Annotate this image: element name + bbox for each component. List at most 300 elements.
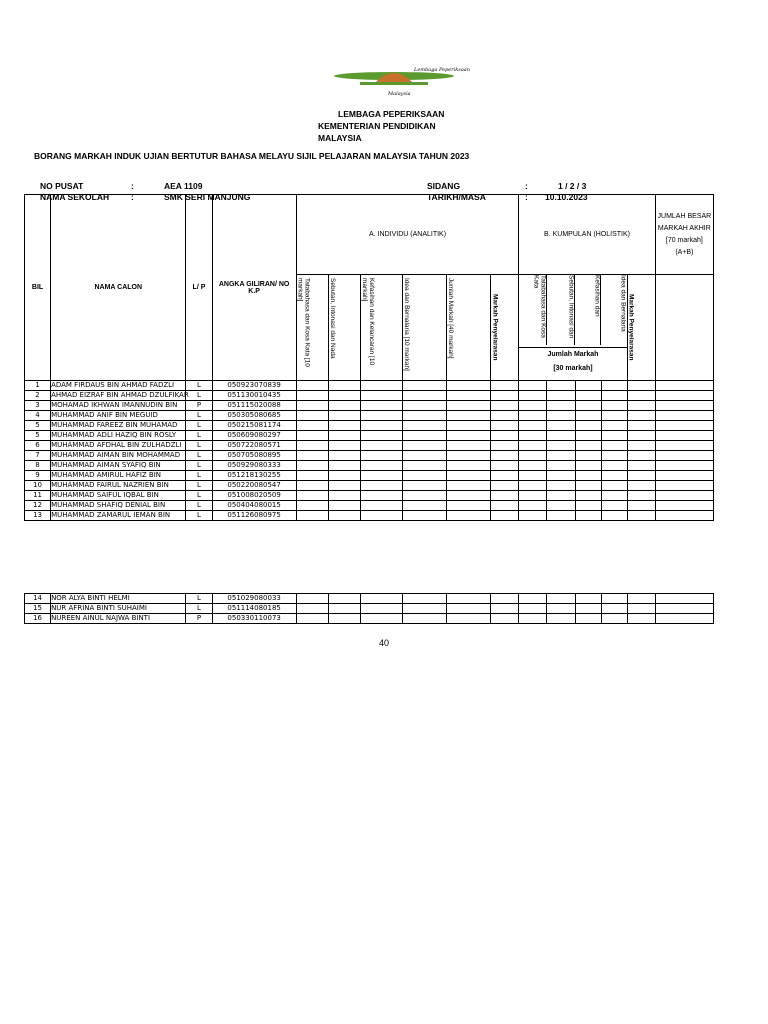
mark-cell[interactable] — [360, 614, 402, 624]
mark-cell[interactable] — [491, 461, 519, 471]
table-row — [25, 451, 714, 461]
mark-cell[interactable] — [296, 411, 328, 421]
mark-cell[interactable] — [519, 481, 547, 491]
mark-cell[interactable] — [655, 391, 713, 401]
markah-akhir-sub: [70 markah] — [665, 236, 703, 244]
mark-cell[interactable] — [296, 391, 328, 401]
mark-cell[interactable] — [601, 614, 627, 624]
mark-cell[interactable] — [328, 411, 360, 421]
mark-cell[interactable] — [601, 461, 627, 471]
mark-cell[interactable] — [601, 431, 627, 441]
mark-cell[interactable] — [655, 401, 713, 411]
table-row — [25, 481, 714, 491]
mark-cell[interactable] — [403, 441, 447, 451]
mark-cell[interactable] — [360, 431, 402, 441]
mark-cell[interactable] — [627, 461, 655, 471]
row-bil: 7 — [25, 451, 51, 461]
row-lp: L — [186, 441, 212, 451]
mark-cell[interactable] — [360, 461, 402, 471]
sidang-value: 1 / 2 / 3 — [558, 181, 587, 191]
mark-cell[interactable] — [627, 614, 655, 624]
mark-cell[interactable] — [447, 501, 491, 511]
mark-cell[interactable] — [328, 451, 360, 461]
mark-cell[interactable] — [328, 461, 360, 471]
row-lp: L — [186, 431, 212, 441]
mark-cell[interactable] — [655, 471, 713, 481]
mark-cell[interactable] — [403, 471, 447, 481]
mark-cell[interactable] — [447, 401, 491, 411]
mark-cell[interactable] — [360, 441, 402, 451]
mark-cell[interactable] — [328, 491, 360, 501]
mark-cell[interactable] — [403, 481, 447, 491]
row-bil: 11 — [25, 491, 51, 501]
mark-cell[interactable] — [519, 511, 547, 521]
mark-cell[interactable] — [547, 594, 575, 604]
mark-cell[interactable] — [491, 441, 519, 451]
mark-cell[interactable] — [403, 491, 447, 501]
table-row — [25, 391, 714, 401]
mark-cell[interactable] — [601, 491, 627, 501]
row-nama: MUHAMMAD SAIFUL IQBAL BIN — [51, 491, 186, 501]
col-lp: L/ P — [186, 195, 212, 381]
no-pusat-label: NO PUSAT — [40, 181, 84, 191]
mark-cell[interactable] — [655, 614, 713, 624]
mark-cell[interactable] — [447, 604, 491, 614]
row-ic: 050220080547 — [212, 481, 296, 491]
kum-penyelarasan: Markah Penyelarasan — [627, 294, 635, 361]
row-nama: MUHAMMAD FAIRUL NAZRIEN BIN — [51, 481, 186, 491]
mark-cell[interactable] — [360, 421, 402, 431]
mark-cell[interactable] — [547, 461, 575, 471]
ind-col-1: Tatabahasa dan Kosa Kata [10 markah] — [296, 277, 311, 367]
row-nama: ADAM FIRDAUS BIN AHMAD FADZLI — [51, 381, 186, 391]
mark-cell[interactable] — [296, 431, 328, 441]
row-nama: MUHAMMAD AMIRUL HAFIZ BIN — [51, 471, 186, 481]
mark-cell[interactable] — [655, 381, 713, 391]
section-individu: A. INDIVIDU (ANALITIK) — [296, 195, 519, 275]
row-lp: L — [186, 471, 212, 481]
mark-cell[interactable] — [491, 411, 519, 421]
mark-cell[interactable] — [328, 431, 360, 441]
mark-cell[interactable] — [296, 441, 328, 451]
mark-cell[interactable] — [447, 461, 491, 471]
mark-cell[interactable] — [328, 471, 360, 481]
mark-cell[interactable] — [601, 381, 627, 391]
mark-cell[interactable] — [575, 451, 601, 461]
row-nama: MOHAMAD IKHWAN IMANNUDIN BIN — [51, 401, 186, 411]
mark-cell[interactable] — [328, 604, 360, 614]
ind-col-3: Kefasihan dan Kelancaran [10 markah] — [360, 277, 375, 365]
table-row — [25, 491, 714, 501]
mark-cell[interactable] — [601, 441, 627, 451]
row-nama: NOR ALYA BINTI HELMI — [51, 594, 186, 604]
table-row — [25, 461, 714, 471]
mark-cell[interactable] — [491, 511, 519, 521]
mark-cell[interactable] — [360, 401, 402, 411]
row-ic: 050305080685 — [212, 411, 296, 421]
mark-cell[interactable] — [403, 461, 447, 471]
mark-cell[interactable] — [627, 501, 655, 511]
mark-cell[interactable] — [296, 491, 328, 501]
row-ic: 050404080015 — [212, 501, 296, 511]
mark-cell[interactable] — [575, 511, 601, 521]
mark-cell[interactable] — [328, 614, 360, 624]
mark-cell[interactable] — [519, 441, 547, 451]
mark-cell[interactable] — [296, 471, 328, 481]
mark-cell[interactable] — [328, 391, 360, 401]
mark-cell[interactable] — [296, 421, 328, 431]
mark-cell[interactable] — [627, 594, 655, 604]
mark-cell[interactable] — [655, 441, 713, 451]
colon: : — [525, 181, 528, 191]
mark-cell[interactable] — [328, 421, 360, 431]
org-line2: KEMENTERIAN PENDIDIKAN — [318, 121, 436, 131]
mark-cell[interactable] — [519, 461, 547, 471]
jumlah-besar: JUMLAH BESAR — [657, 212, 712, 220]
mark-cell[interactable] — [491, 391, 519, 401]
mark-cell[interactable] — [296, 401, 328, 411]
row-nama: MUHAMMAD SHAFIQ DENIAL BIN — [51, 501, 186, 511]
row-lp: L — [186, 451, 212, 461]
mark-cell[interactable] — [575, 491, 601, 501]
mark-cell[interactable] — [627, 381, 655, 391]
mark-cell[interactable] — [627, 481, 655, 491]
mark-cell[interactable] — [403, 421, 447, 431]
mark-cell[interactable] — [519, 491, 547, 501]
tarikh-value: 10.10.2023 — [545, 192, 588, 202]
row-ic: 051218130255 — [212, 471, 296, 481]
mark-cell[interactable] — [491, 431, 519, 441]
mark-cell[interactable] — [447, 441, 491, 451]
mark-cell[interactable] — [491, 381, 519, 391]
mark-cell[interactable] — [575, 594, 601, 604]
mark-cell[interactable] — [575, 441, 601, 451]
mark-cell[interactable] — [519, 501, 547, 511]
mark-cell[interactable] — [447, 421, 491, 431]
kum-col-3: Kefasihan dan — [575, 275, 601, 345]
mark-cell[interactable] — [328, 501, 360, 511]
row-lp: L — [186, 381, 212, 391]
mark-cell[interactable] — [447, 511, 491, 521]
row-nama: MUHAMMAD AIMAN BIN MOHAMMAD — [51, 451, 186, 461]
nama-sekolah-value: SMK SERI MANJUNG — [164, 192, 251, 202]
mark-cell[interactable] — [601, 411, 627, 421]
mark-cell[interactable] — [601, 594, 627, 604]
section-kumpulan: B. KUMPULAN (HOLISTIK) — [519, 195, 655, 275]
mark-cell[interactable] — [519, 391, 547, 401]
mark-cell[interactable] — [403, 451, 447, 461]
mark-cell[interactable] — [447, 391, 491, 401]
mark-cell[interactable] — [601, 604, 627, 614]
mark-cell[interactable] — [575, 401, 601, 411]
mark-cell[interactable] — [547, 421, 575, 431]
row-ic: 050609080297 — [212, 431, 296, 441]
mark-cell[interactable] — [547, 431, 575, 441]
mark-cell[interactable] — [627, 431, 655, 441]
mark-cell[interactable] — [296, 481, 328, 491]
row-lp: L — [186, 461, 212, 471]
mark-cell[interactable] — [403, 511, 447, 521]
mark-cell[interactable] — [328, 481, 360, 491]
mark-cell[interactable] — [519, 604, 547, 614]
row-nama: NUR AFRINA BINTI SUHAIMI — [51, 604, 186, 614]
row-bil: 4 — [25, 411, 51, 421]
logo-text-bottom: Malaysia — [388, 91, 411, 97]
mark-cell[interactable] — [491, 471, 519, 481]
mark-cell[interactable] — [447, 481, 491, 491]
mark-cell[interactable] — [360, 501, 402, 511]
mark-cell[interactable] — [519, 594, 547, 604]
mark-cell[interactable] — [491, 604, 519, 614]
mark-cell[interactable] — [447, 381, 491, 391]
mark-cell[interactable] — [360, 471, 402, 481]
mark-cell[interactable] — [575, 501, 601, 511]
mark-cell[interactable] — [519, 471, 547, 481]
mark-cell[interactable] — [575, 481, 601, 491]
table-row — [25, 401, 714, 411]
mark-cell[interactable] — [296, 461, 328, 471]
row-nama: MUHAMMAD AFDHAL BIN ZULHADZLI — [51, 441, 186, 451]
mark-cell[interactable] — [403, 614, 447, 624]
row-bil: 2 — [25, 391, 51, 401]
mark-cell[interactable] — [575, 411, 601, 421]
mark-cell[interactable] — [547, 491, 575, 501]
mark-cell[interactable] — [519, 431, 547, 441]
mark-cell[interactable] — [403, 391, 447, 401]
row-bil: 1 — [25, 381, 51, 391]
mark-cell[interactable] — [627, 401, 655, 411]
table-row — [25, 604, 714, 614]
mark-cell[interactable] — [403, 604, 447, 614]
row-lp: L — [186, 604, 212, 614]
mark-cell[interactable] — [655, 491, 713, 501]
ab: (A+B) — [675, 248, 694, 256]
row-ic: 050330110073 — [212, 614, 296, 624]
mark-cell[interactable] — [601, 451, 627, 461]
mark-cell[interactable] — [360, 594, 402, 604]
row-bil: 15 — [25, 604, 51, 614]
mark-cell[interactable] — [627, 604, 655, 614]
row-lp: L — [186, 421, 212, 431]
mark-cell[interactable] — [575, 604, 601, 614]
row-lp: L — [186, 411, 212, 421]
mark-cell[interactable] — [519, 411, 547, 421]
mark-cell[interactable] — [655, 481, 713, 491]
mark-cell[interactable] — [360, 411, 402, 421]
row-lp: P — [186, 401, 212, 411]
row-ic: 051008020509 — [212, 491, 296, 501]
mark-cell[interactable] — [491, 491, 519, 501]
mark-cell[interactable] — [447, 471, 491, 481]
mark-cell[interactable] — [491, 451, 519, 461]
mark-cell[interactable] — [575, 421, 601, 431]
mark-cell[interactable] — [403, 501, 447, 511]
mark-cell[interactable] — [547, 411, 575, 421]
nama-sekolah-label: NAMA SEKOLAH — [40, 192, 110, 202]
mark-cell[interactable] — [328, 441, 360, 451]
row-ic: 050929080333 — [212, 461, 296, 471]
mark-cell[interactable] — [601, 511, 627, 521]
row-bil: 16 — [25, 614, 51, 624]
row-nama: MUHAMMAD ZAMARUL IEMAN BIN — [51, 511, 186, 521]
row-lp: L — [186, 594, 212, 604]
mark-cell[interactable] — [491, 501, 519, 511]
mark-cell[interactable] — [296, 604, 328, 614]
colon: : — [525, 192, 528, 202]
row-nama: MUHAMMAD FAREEZ BIN MUHAMAD — [51, 421, 186, 431]
row-lp: L — [186, 511, 212, 521]
col-bil: BIL — [25, 195, 51, 381]
markah-table — [24, 194, 714, 521]
mark-cell[interactable] — [601, 481, 627, 491]
mark-cell[interactable] — [601, 401, 627, 411]
page-number: 40 — [378, 638, 389, 648]
mark-cell[interactable] — [547, 481, 575, 491]
mark-cell[interactable] — [601, 501, 627, 511]
mark-cell[interactable] — [519, 381, 547, 391]
row-lp: P — [186, 614, 212, 624]
mark-cell[interactable] — [360, 491, 402, 501]
table-row — [25, 381, 714, 391]
mark-cell[interactable] — [655, 421, 713, 431]
row-lp: L — [186, 491, 212, 501]
mark-cell[interactable] — [627, 471, 655, 481]
kum-col-1: Tatabahasa dan Kosa Kata — [519, 275, 547, 345]
mark-cell[interactable] — [547, 401, 575, 411]
table-row — [25, 431, 714, 441]
mark-cell[interactable] — [491, 421, 519, 431]
mark-cell[interactable] — [360, 381, 402, 391]
mark-cell[interactable] — [627, 421, 655, 431]
mark-cell[interactable] — [360, 481, 402, 491]
org-line3: MALAYSIA — [318, 133, 362, 143]
mark-cell[interactable] — [296, 501, 328, 511]
row-bil: 6 — [25, 441, 51, 451]
mark-cell[interactable] — [627, 411, 655, 421]
mark-cell[interactable] — [547, 511, 575, 521]
mark-cell[interactable] — [627, 451, 655, 461]
mark-cell[interactable] — [575, 381, 601, 391]
mark-cell[interactable] — [328, 381, 360, 391]
mark-cell[interactable] — [575, 461, 601, 471]
markah-akhir: MARKAH AKHIR — [657, 224, 711, 232]
org-line1: LEMBAGA PEPERIKSAAN — [338, 109, 445, 119]
mark-cell[interactable] — [328, 511, 360, 521]
mark-cell[interactable] — [547, 614, 575, 624]
mark-cell[interactable] — [403, 381, 447, 391]
mark-cell[interactable] — [575, 471, 601, 481]
row-ic: 050705080895 — [212, 451, 296, 461]
mark-cell[interactable] — [655, 511, 713, 521]
logo-text-top: Lembaga Peperiksaan — [414, 67, 470, 73]
row-lp: L — [186, 481, 212, 491]
mark-cell[interactable] — [328, 401, 360, 411]
mark-cell[interactable] — [547, 391, 575, 401]
mark-cell[interactable] — [655, 604, 713, 614]
mark-cell[interactable] — [601, 421, 627, 431]
col-nama: NAMA CALON — [51, 195, 186, 381]
mark-cell[interactable] — [655, 501, 713, 511]
mark-cell[interactable] — [296, 614, 328, 624]
mark-cell[interactable] — [547, 604, 575, 614]
mark-cell[interactable] — [328, 594, 360, 604]
mark-cell[interactable] — [447, 491, 491, 501]
kum-jumlah-sub: [30 markah] — [553, 365, 593, 372]
table-row — [25, 411, 714, 421]
mark-cell[interactable] — [547, 441, 575, 451]
mark-cell[interactable] — [627, 391, 655, 401]
mark-cell[interactable] — [447, 431, 491, 441]
mark-cell[interactable] — [601, 471, 627, 481]
mark-cell[interactable] — [519, 421, 547, 431]
row-nama: MUHAMMAD ANIF BIN MEGUID — [51, 411, 186, 421]
jumlah-besar-empty — [655, 275, 713, 381]
mark-cell[interactable] — [627, 491, 655, 501]
mark-cell[interactable] — [547, 381, 575, 391]
mark-cell[interactable] — [491, 481, 519, 491]
mark-cell[interactable] — [491, 401, 519, 411]
row-bil: 3 — [25, 401, 51, 411]
row-ic: 050923070839 — [212, 381, 296, 391]
mark-cell[interactable] — [547, 471, 575, 481]
mark-cell[interactable] — [547, 451, 575, 461]
mark-cell[interactable] — [447, 411, 491, 421]
mark-cell[interactable] — [491, 594, 519, 604]
mark-cell[interactable] — [296, 381, 328, 391]
mark-cell[interactable] — [360, 511, 402, 521]
row-nama: MUHAMMAD ADLI HAZIQ BIN ROSLY — [51, 431, 186, 441]
kum-sub-block — [519, 275, 627, 381]
mark-cell[interactable] — [403, 594, 447, 604]
mark-cell[interactable] — [655, 451, 713, 461]
mark-cell[interactable] — [360, 604, 402, 614]
kum-jumlah: Jumlah Markah — [547, 351, 599, 358]
mark-cell[interactable] — [655, 461, 713, 471]
mark-cell[interactable] — [360, 391, 402, 401]
table-row — [25, 471, 714, 481]
mark-cell[interactable] — [296, 594, 328, 604]
mark-cell[interactable] — [403, 411, 447, 421]
mark-cell[interactable] — [575, 431, 601, 441]
mark-cell[interactable] — [575, 614, 601, 624]
mark-cell[interactable] — [447, 594, 491, 604]
jumlah-besar-head — [655, 195, 713, 275]
mark-cell[interactable] — [519, 614, 547, 624]
mark-cell[interactable] — [360, 451, 402, 461]
mark-cell[interactable] — [655, 431, 713, 441]
row-ic: 051114080185 — [212, 604, 296, 614]
mark-cell[interactable] — [547, 501, 575, 511]
kum-col-2: Sebutan, Intonasi dan — [547, 275, 575, 345]
mark-cell[interactable] — [447, 451, 491, 461]
mark-cell[interactable] — [627, 441, 655, 451]
mark-cell[interactable] — [403, 431, 447, 441]
mark-cell[interactable] — [655, 411, 713, 421]
mark-cell[interactable] — [627, 511, 655, 521]
mark-cell[interactable] — [655, 594, 713, 604]
mark-cell[interactable] — [491, 614, 519, 624]
mark-cell[interactable] — [403, 401, 447, 411]
mark-cell[interactable] — [519, 451, 547, 461]
mark-cell[interactable] — [519, 401, 547, 411]
mark-cell[interactable] — [575, 391, 601, 401]
mark-cell[interactable] — [447, 614, 491, 624]
mark-cell[interactable] — [601, 391, 627, 401]
mark-cell[interactable] — [296, 451, 328, 461]
row-lp: L — [186, 391, 212, 401]
row-bil: 13 — [25, 511, 51, 521]
mark-cell[interactable] — [296, 511, 328, 521]
